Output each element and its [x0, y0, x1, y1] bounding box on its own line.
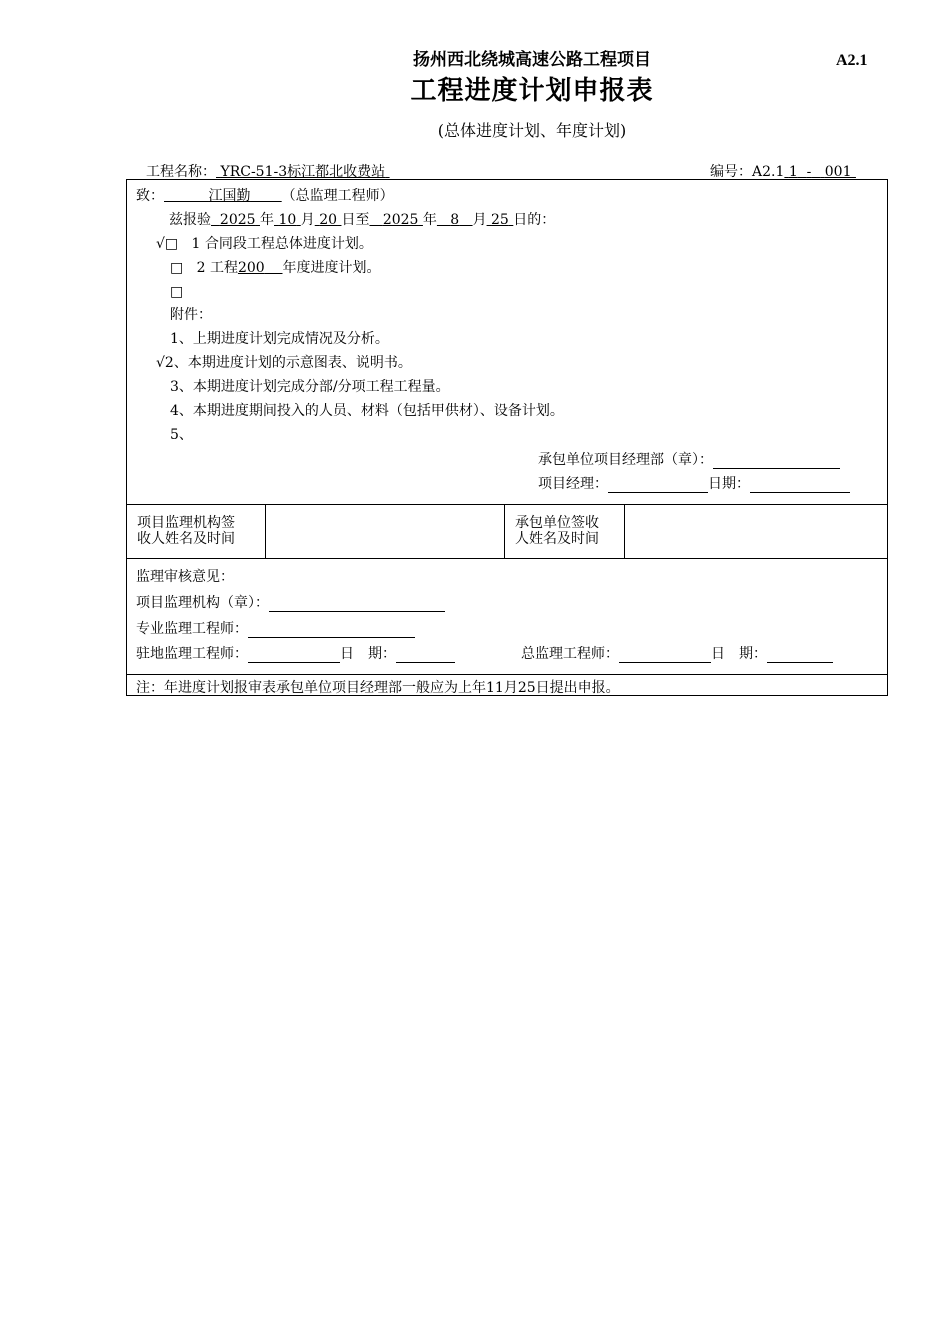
supervision-org-seal-row: 项目监理机构（章）：	[136, 594, 445, 612]
report-period-row: 兹报验 2025 年 10 月 20 日至 2025 年 8 月 25 日的：	[169, 212, 556, 228]
attachment-2: √2、本期进度计划的示意图表、说明书。	[156, 355, 412, 371]
supervision-org-seal-field[interactable]	[269, 597, 445, 612]
to-year: 2025	[382, 212, 419, 228]
form-number-sep: -	[806, 164, 812, 180]
chief-engineer-field[interactable]	[619, 648, 711, 663]
to-day: 25	[491, 212, 509, 228]
option-blank[interactable]	[170, 283, 183, 301]
addressee-row: 致： 江国勤 （总监理工程师）	[136, 188, 394, 204]
supervisor-receiver-label: 项目监理机构签 收人姓名及时间	[137, 515, 235, 547]
form-title: 工程进度计划申报表	[410, 76, 654, 106]
addressee-name: 江国勤	[208, 188, 251, 204]
form-number-part: 1	[788, 164, 798, 180]
checkbox[interactable]: □	[164, 236, 179, 252]
project-name-value: YRC-51-3标江都北收费站	[220, 164, 386, 180]
project-manager-row: 项目经理： 日期：	[538, 475, 850, 493]
chief-engineer-row: 总监理工程师： 日 期：	[521, 645, 833, 663]
project-name-label: 工程名称：	[146, 164, 216, 180]
option-annual-plan[interactable]: □ 2 工程200 年度进度计划。	[170, 260, 381, 276]
annual-year: 200	[237, 260, 265, 276]
application-table	[126, 179, 888, 696]
specialist-engineer-field[interactable]	[248, 623, 415, 638]
project-name-row	[146, 161, 390, 181]
pm-date-field[interactable]	[750, 478, 850, 493]
check-mark: √	[156, 236, 165, 252]
form-number-label: 编号：	[710, 164, 752, 180]
addressee-role: （总监理工程师）	[281, 188, 394, 204]
contractor-seal-field[interactable]	[713, 454, 840, 469]
review-opinion-label: 监理审核意见：	[136, 569, 234, 585]
check-mark: √	[156, 355, 165, 371]
from-year: 2025	[219, 212, 256, 228]
attachment-4: 4、本期进度期间投入的人员、材料（包括甲供材）、设备计划。	[170, 403, 564, 419]
resident-date-field[interactable]	[396, 648, 455, 663]
to-month: 8	[450, 212, 460, 228]
attachment-1: 1、上期进度计划完成情况及分析。	[170, 331, 389, 347]
option-overall-plan[interactable]: √□ 1 合同段工程总体进度计划。	[156, 236, 373, 252]
contractor-dept-seal: 承包单位项目经理部（章）：	[538, 451, 840, 469]
supervisor-receiver-field[interactable]	[266, 505, 503, 557]
form-number-row	[710, 161, 856, 181]
form-number-prefix: A2.1	[752, 164, 785, 180]
resident-engineer-field[interactable]	[248, 648, 340, 663]
attachment-3: 3、本期进度计划完成分部/分项工程工程量。	[170, 379, 450, 395]
footer-note: 注：年进度计划报审表承包单位项目经理部一般应为上年11月25日提出申报。	[136, 680, 620, 696]
project-manager-field[interactable]	[608, 478, 708, 493]
form-subtitle: (总体进度计划、年度计划)	[437, 121, 627, 140]
contractor-receiver-field[interactable]	[625, 505, 887, 557]
form-code: A2.1	[836, 52, 868, 69]
from-month: 10	[278, 212, 297, 228]
checkbox[interactable]: □	[170, 284, 184, 300]
checkbox[interactable]: □	[170, 260, 184, 276]
specialist-engineer-row: 专业监理工程师：	[136, 620, 415, 638]
resident-engineer-row: 驻地监理工程师： 日 期：	[136, 645, 455, 663]
contractor-receiver-label: 承包单位签收 人姓名及时间	[515, 515, 599, 547]
attachment-5: 5、	[170, 427, 193, 443]
attachments-label: 附件：	[170, 307, 212, 323]
from-day: 20	[319, 212, 338, 228]
form-number-seq: 001	[824, 164, 852, 180]
chief-date-field[interactable]	[767, 648, 833, 663]
project-name-heading: 扬州西北绕城高速公路工程项目	[413, 50, 651, 70]
